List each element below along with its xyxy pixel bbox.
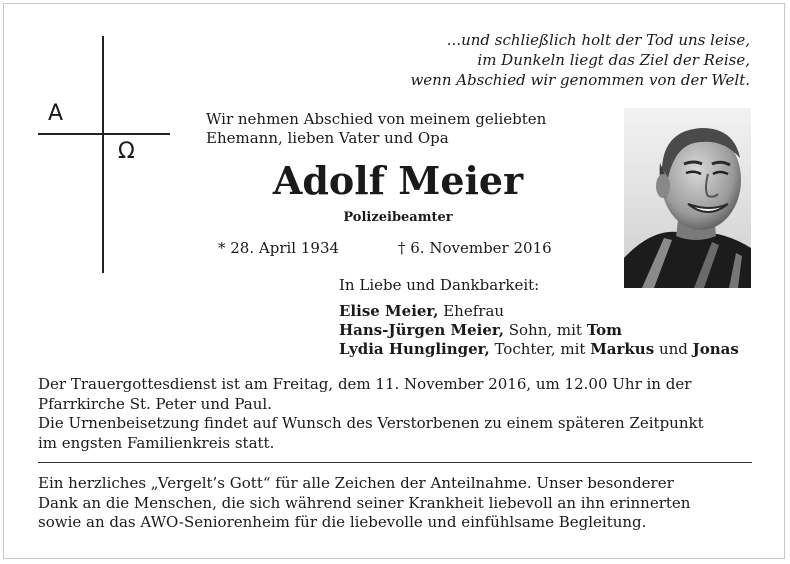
alpha-symbol: A bbox=[48, 101, 64, 126]
deceased-name: Adolf Meier bbox=[272, 158, 524, 203]
mourner-name: Hans-Jürgen Meier, bbox=[339, 321, 504, 339]
poem-line: im Dunkeln liegt das Ziel der Reise, bbox=[477, 51, 750, 69]
service-line: im engsten Familienkreis statt. bbox=[38, 433, 275, 452]
mourner-line bbox=[339, 321, 739, 340]
poem bbox=[410, 30, 750, 90]
intro-line: Ehemann, lieben Vater und Opa bbox=[206, 129, 449, 147]
grandchild-name: Jonas bbox=[692, 340, 739, 358]
service-notice bbox=[38, 375, 758, 453]
cross-horizontal-bar bbox=[38, 133, 170, 135]
mourner-line bbox=[339, 302, 739, 321]
portrait-illustration bbox=[624, 108, 751, 288]
poem-line: wenn Abschied wir genommen von der Welt. bbox=[410, 71, 750, 89]
mourners-list bbox=[339, 302, 739, 359]
omega-symbol: Ω bbox=[118, 139, 135, 164]
death-date: † 6. November 2016 bbox=[398, 239, 552, 257]
mourner-line bbox=[339, 340, 739, 359]
intro-line: Wir nehmen Abschied von meinem geliebten bbox=[206, 110, 547, 128]
gratitude-text bbox=[38, 474, 758, 533]
portrait-photo bbox=[624, 108, 751, 288]
service-line: Pfarrkirche St. Peter und Paul. bbox=[38, 394, 272, 413]
mourner-name: Elise Meier, bbox=[339, 302, 439, 320]
gratitude-line: Ein herzliches „Vergelt’s Gott“ für alle Zeichen der Anteilnahme. Unser besonderer bbox=[38, 474, 674, 492]
service-line: Der Trauergottesdienst ist am Freitag, dem 11. November 2016, um 12.00 Uhr in der bbox=[38, 375, 692, 393]
mourner-joiner: und bbox=[654, 340, 693, 358]
grandchild-name: Tom bbox=[586, 321, 623, 339]
mourner-name: Lydia Hunglinger, bbox=[339, 340, 490, 358]
poem-line: ...und schließlich holt der Tod uns leise, bbox=[446, 31, 750, 49]
grandchild-name: Markus bbox=[590, 340, 655, 358]
birth-date: * 28. April 1934 bbox=[218, 239, 340, 257]
gratitude-line: sowie an das AWO-Seniorenheim für die liebevolle und einfühlsame Begleitung. bbox=[38, 513, 647, 531]
deceased-occupation: Polizeibeamter bbox=[343, 210, 453, 225]
mourner-relation: Ehefrau bbox=[438, 302, 505, 320]
mourner-relation: Sohn, mit bbox=[503, 321, 587, 339]
gratitude-line: Dank an die Menschen, die sich während seiner Krankheit liebevoll an ihn erinnerten bbox=[38, 493, 691, 512]
intro-text bbox=[206, 110, 546, 148]
mourner-relation: Tochter, mit bbox=[489, 340, 591, 358]
divider-line bbox=[38, 462, 752, 463]
thanks-label: In Liebe und Dankbarkeit: bbox=[339, 276, 540, 294]
service-line: Die Urnenbeisetzung findet auf Wunsch des Verstorbenen zu einem späteren Zeitpunkt bbox=[38, 414, 704, 432]
cross-vertical-bar bbox=[102, 36, 104, 273]
